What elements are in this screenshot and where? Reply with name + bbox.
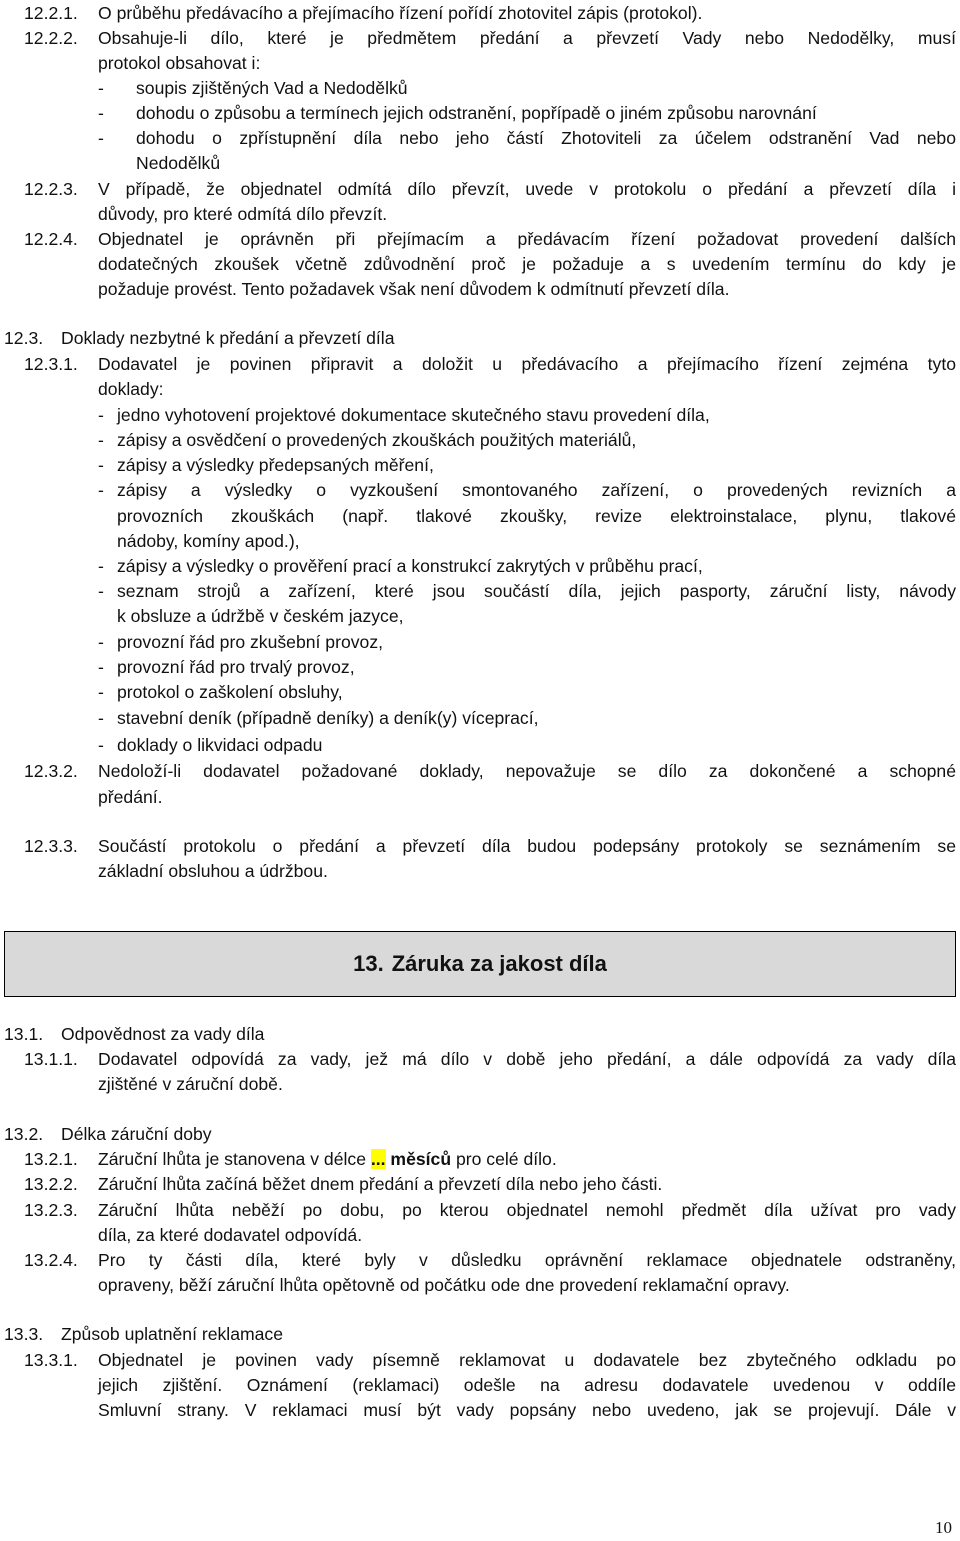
bullet-dash: - <box>98 480 104 500</box>
clause-number: 13.2.2. <box>24 1174 78 1194</box>
list-item-text: nádoby, komíny apod.), <box>117 531 300 551</box>
list-item-text: soupis zjištěných Vad a Nedodělků <box>136 78 408 98</box>
list-item-text: jedno vyhotovení projektové dokumentace skutečného stavu provedení díla, <box>117 405 710 425</box>
list-item <box>0 76 960 101</box>
list-item-continuation <box>0 504 960 529</box>
list-item-continuation <box>0 529 960 554</box>
clause-text: dodatečných zkoušek včetně zdůvodnění proč je požaduje a s uvedením termínu do kdy je <box>98 254 956 274</box>
clause-12-2-4 <box>0 227 960 252</box>
bullet-dash: - <box>98 455 104 475</box>
list-item-text: provozních zkouškách (např. tlakové zkoušky, revize elektroinstalace, plynu, tlakové <box>117 506 956 526</box>
section-heading-13-1 <box>0 1022 960 1047</box>
section-number: 13.1. <box>4 1024 44 1044</box>
list-item-text: zápisy a výsledky předepsaných měření, <box>117 455 434 475</box>
clause-12-2-1 <box>0 1 960 26</box>
clause-13-2-4 <box>0 1248 960 1273</box>
clause-number: 13.2.1. <box>24 1149 78 1169</box>
clause-12-3-1 <box>0 352 960 377</box>
clause-text: O průběhu předávacího a přejímacího řízení pořídí zhotovitel zápis (protokol). <box>98 3 703 23</box>
clause-text: Nedoloží-li dodavatel požadované doklady, nepovažuje se dílo za dokončené a schopné <box>98 761 956 781</box>
clause-text-line <box>0 785 960 810</box>
clause-text: předání. <box>98 787 163 807</box>
list-item-text: protokol o zaškolení obsluhy, <box>117 682 343 702</box>
list-item <box>0 453 960 478</box>
list-item-continuation <box>0 151 960 176</box>
clause-text-line <box>0 252 960 277</box>
highlighted-blank: ... <box>370 1149 386 1169</box>
list-item-text: k obsluze a údržbě v českém jazyce, <box>117 606 404 626</box>
list-item-text: provozní řád pro trvalý provoz, <box>117 657 355 677</box>
months-label: měsíců <box>385 1149 452 1169</box>
clause-number: 12.2.1. <box>24 3 78 23</box>
clause-text: Součástí protokolu o předání a převzetí díla budou podepsány protokoly se seznámením se <box>98 836 956 856</box>
section-title: Odpovědnost za vady díla <box>61 1024 265 1044</box>
clause-text: protokol obsahovat i: <box>98 53 261 73</box>
section-heading-13-2 <box>0 1122 960 1147</box>
list-item-text: Nedodělků <box>136 153 221 173</box>
list-item <box>0 579 960 604</box>
clause-13-2-3 <box>0 1198 960 1223</box>
clause-text: Dodavatel je povinen připravit a doložit u předávacího a přejímacího řízení zejména tyto <box>98 354 956 374</box>
clause-text: Objednatel je povinen vady písemně reklamovat u dodavatele bez zbytečného odkladu po <box>98 1350 956 1370</box>
list-item <box>0 403 960 428</box>
bullet-dash: - <box>98 735 104 755</box>
section-title: Způsob uplatnění reklamace <box>61 1324 284 1344</box>
bullet-dash: - <box>98 103 104 123</box>
bullet-dash: - <box>98 708 104 728</box>
list-item <box>0 706 960 731</box>
clause-text-post: pro celé dílo. <box>451 1149 557 1169</box>
clause-text-line <box>0 51 960 76</box>
bullet-dash: - <box>98 128 104 148</box>
clause-text: požaduje provést. Tento požadavek však není důvodem k odmítnutí převzetí díla. <box>98 279 730 299</box>
list-item-text: dohodu o zpřístupnění díla nebo jeho částí Zhotoviteli za účelem odstranění Vad nebo <box>136 128 956 148</box>
bullet-dash: - <box>98 632 104 652</box>
clause-12-2-3 <box>0 177 960 202</box>
clause-text: díla, za které dodavatel odpovídá. <box>98 1225 363 1245</box>
clause-text-line <box>0 1373 960 1398</box>
list-item <box>0 478 960 503</box>
clause-text-line <box>0 859 960 884</box>
list-item <box>0 554 960 579</box>
clause-text-pre: Záruční lhůta je stanovena v délce <box>98 1149 366 1169</box>
list-item-continuation <box>0 604 960 629</box>
list-item <box>0 680 960 705</box>
clause-text: Smluvní strany. V reklamaci musí být vady popsány nebo uvedeno, jak se projevují. Dále v <box>98 1400 956 1420</box>
list-item-text: stavební deník (případně deníky) a deník(y) víceprací, <box>117 708 539 728</box>
clause-number: 13.3.1. <box>24 1350 78 1370</box>
clause-13-3-1 <box>0 1348 960 1373</box>
clause-text: opraveny, běží záruční lhůta opětovně od počátku ode dne provedení reklamační opravy. <box>98 1275 790 1295</box>
list-item-text: dohodu o způsobu a termínech jejich odstranění, popřípadě o jiném způsobu narovnání <box>136 103 817 123</box>
clause-number: 12.3.1. <box>24 354 78 374</box>
clause-12-2-2 <box>0 26 960 51</box>
chapter-heading-band <box>4 931 956 997</box>
clause-number: 12.3.3. <box>24 836 78 856</box>
clause-number: 12.2.3. <box>24 179 78 199</box>
clause-number: 12.2.4. <box>24 229 78 249</box>
clause-text: Dodavatel odpovídá za vady, jež má dílo v době jeho předání, a dále odpovídá za vady díla <box>98 1049 956 1069</box>
chapter-title <box>5 950 955 978</box>
clause-text: Záruční lhůta neběží po dobu, po kterou objednatel nemohl předmět díla užívat pro vady <box>98 1200 956 1220</box>
clause-text-line <box>0 202 960 227</box>
list-item-text: doklady o likvidaci odpadu <box>117 735 323 755</box>
list-item <box>0 101 960 126</box>
clause-text: doklady: <box>98 379 164 399</box>
page-number: 10 <box>935 1518 952 1537</box>
list-item-text: zápisy a výsledky o vyzkoušení smontovaného zařízení, o provedených revizních a <box>117 480 956 500</box>
section-title: Délka záruční doby <box>61 1124 212 1144</box>
list-item <box>0 428 960 453</box>
clause-text: Záruční lhůta začíná běžet dnem předání a převzetí díla nebo jeho části. <box>98 1174 663 1194</box>
clause-number: 12.2.2. <box>24 28 78 48</box>
clause-text-line <box>0 277 960 302</box>
list-item-text: provozní řád pro zkušební provoz, <box>117 632 384 652</box>
clause-text: Objednatel je oprávněn při přejímacím a předávacím řízení požadovat provedení dalších <box>98 229 956 249</box>
clause-12-3-2 <box>0 759 960 784</box>
list-item <box>0 126 960 151</box>
list-item-text: seznam strojů a zařízení, které jsou součástí díla, jejich pasporty, záruční listy, návody <box>117 581 956 601</box>
bullet-dash: - <box>98 657 104 677</box>
clause-text: jejich zjištění. Oznámení (reklamaci) odešle na adresu dodavatele uvedenou v oddíle <box>98 1375 956 1395</box>
clause-text: Pro ty části díla, které byly v důsledku oprávnění reklamace objednatele odstraněny, <box>98 1250 956 1270</box>
bullet-dash: - <box>98 405 104 425</box>
clause-text: V případě, že objednatel odmítá dílo převzít, uvede v protokolu o předání a převzetí díla i <box>98 179 956 199</box>
clause-13-2-2 <box>0 1172 960 1197</box>
section-heading-12-3 <box>0 326 960 351</box>
clause-12-3-3 <box>0 834 960 859</box>
clause-text: důvody, pro které odmítá dílo převzít. <box>98 204 388 224</box>
clause-text-line <box>0 1398 960 1423</box>
chapter-number: 13. <box>353 951 384 976</box>
section-number: 13.3. <box>4 1324 44 1344</box>
clause-text: zjištěné v záruční době. <box>98 1074 283 1094</box>
clause-text <box>98 1147 557 1172</box>
list-item <box>0 630 960 655</box>
list-item <box>0 655 960 680</box>
clause-text-line <box>0 1223 960 1248</box>
clause-text-line <box>0 377 960 402</box>
clause-13-1-1 <box>0 1047 960 1072</box>
bullet-dash: - <box>98 430 104 450</box>
section-number: 12.3. <box>4 328 44 348</box>
bullet-dash: - <box>98 78 104 98</box>
clause-text: základní obsluhou a údržbou. <box>98 861 328 881</box>
clause-number: 13.2.3. <box>24 1200 78 1220</box>
list-item <box>0 733 960 758</box>
section-title: Doklady nezbytné k předání a převzetí díla <box>61 328 395 348</box>
chapter-title-text: Záruka za jakost díla <box>391 951 607 976</box>
section-number: 13.2. <box>4 1124 44 1144</box>
clause-text-line <box>0 1072 960 1097</box>
list-item-text: zápisy a osvědčení o provedených zkouškách použitých materiálů, <box>117 430 637 450</box>
clause-13-2-1 <box>0 1147 960 1172</box>
bullet-dash: - <box>98 682 104 702</box>
clause-text-line <box>0 1273 960 1298</box>
bullet-dash: - <box>98 556 104 576</box>
clause-number: 13.2.4. <box>24 1250 78 1270</box>
clause-number: 13.1.1. <box>24 1049 78 1069</box>
section-heading-13-3 <box>0 1322 960 1347</box>
clause-number: 12.3.2. <box>24 761 78 781</box>
clause-text: Obsahuje-li dílo, které je předmětem předání a převzetí Vady nebo Nedodělky, musí <box>98 28 956 48</box>
bullet-dash: - <box>98 581 104 601</box>
list-item-text: zápisy a výsledky o prověření prací a konstrukcí zakrytých v průběhu prací, <box>117 556 703 576</box>
